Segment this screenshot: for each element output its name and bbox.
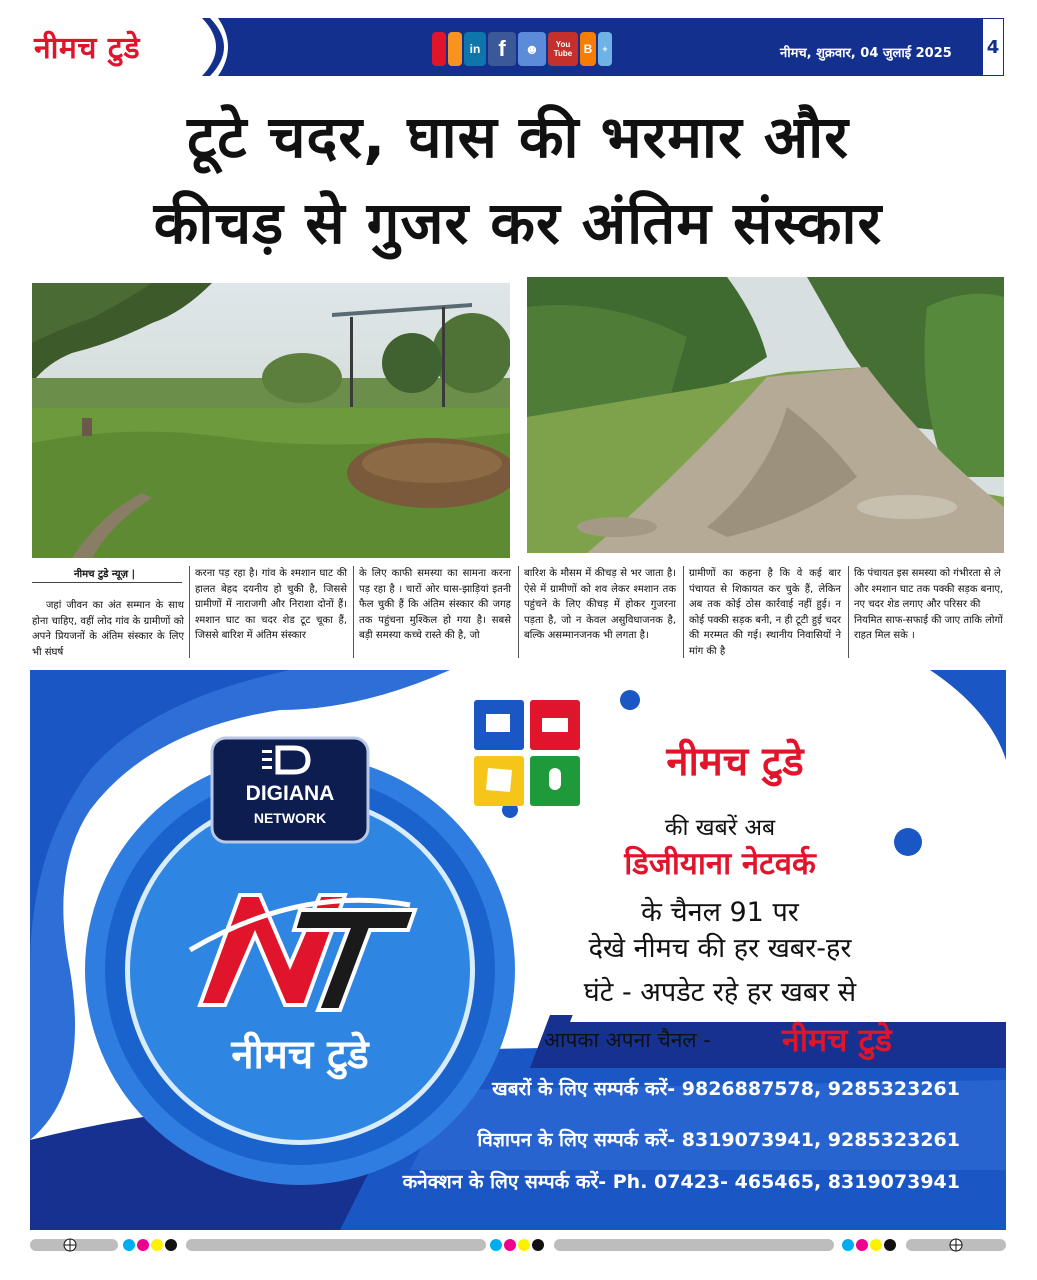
column-divider <box>848 566 849 658</box>
header-swoosh <box>140 18 240 76</box>
nt-logo <box>180 875 420 1015</box>
rss-icon[interactable] <box>448 32 462 66</box>
ad-tagline-brand: नीमच टुडे <box>782 1021 892 1059</box>
column-divider <box>353 566 354 658</box>
column-divider <box>518 566 519 658</box>
article-column-4: बारिश के मौसम में कीचड़ से भर जाता है। ऐसे में ग्रामीणों को शव लेकर श्मशान तक पहुंचने के लिए कीचड़ में होकर गुजरना पड़ता है, जो न केवल असुविधाजनक है, बल्कि असम्मानजनक भी लगता है। <box>524 568 676 641</box>
linkedin-icon[interactable]: in <box>464 32 486 66</box>
ad-line-1: की खबरें अब <box>664 815 776 841</box>
ad-line-2: डिजीयाना नेटवर्क <box>624 846 816 882</box>
article-column-5: ग्रामीणों का कहना है कि वे कई बार पंचायत से शिकायत कर चुके हैं, लेकिन अब तक कोई ठोस कार्रवाई नहीं हुई। न कोई पक्की सड़क बनी, न ही टूटी हुई चदर की मरम्मत की गई। स्थानीय निवासियों ने मांग की है <box>689 568 841 657</box>
print-registration-bar <box>30 1236 1006 1254</box>
channel-advertisement[interactable] <box>30 670 1006 1230</box>
news-contact: खबरों के लिए सम्पर्क करें- 9826887578, 9285323261 <box>492 1078 960 1100</box>
facebook-icon[interactable]: f <box>488 32 516 66</box>
muddy-road-photo <box>527 277 1004 553</box>
people-icon[interactable]: ☻ <box>518 32 546 66</box>
article-column-6: कि पंचायत इस समस्या को गंभीरता से ले और श्मशान घाट तक पक्की सड़क बनाए, नए चदर शेड लगाए और परिसर की नियमित साफ-सफाई की जाए ताकि लोगों राहत मिल सके । <box>854 568 1004 641</box>
connection-contact: कनेक्शन के लिए सम्पर्क करें- Ph. 07423- 465465, 8319073941 <box>402 1171 960 1193</box>
headline <box>30 94 1006 266</box>
social-dot-icon[interactable] <box>432 32 446 66</box>
ad-line-5: घंटे - अपडेट रहे हर खबर से <box>583 977 857 1008</box>
nt-logo-brand: नीमच टुडे <box>231 1032 369 1078</box>
article-column-3: के लिए काफी समस्या का सामना करना पड़ रहा है । चारों ओर घास-झाड़ियां इतनी फैल चुकी हैं कि अंतिम संस्कार की जगह तक पहुंचना मुश्किल हो गया है। सबसे बड़ी समस्या कच्चे रास्ते की है, जो <box>359 568 511 641</box>
social-icons <box>432 32 612 66</box>
byline-rule <box>32 582 182 583</box>
digiana-subtitle: NETWORK <box>253 810 327 826</box>
dateline: नीमच, शुक्रवार, 04 जुलाई 2025 <box>780 46 952 61</box>
headline-line-2: कीचड़ से गुजर कर अंतिम संस्कार <box>153 189 883 257</box>
byline: नीमच टुडे न्यूज़ | <box>74 569 136 580</box>
masthead-logo[interactable]: नीमच टुडे <box>34 31 141 66</box>
ad-line-3: के चैनल 91 पर <box>641 897 799 928</box>
ad-line-4: देखे नीमच की हर खबर-हर <box>588 933 852 964</box>
ad-tagline: आपका अपना चैनल - <box>544 1028 711 1052</box>
digiana-wordmark: DIGIANA <box>245 782 335 805</box>
column-divider <box>189 566 190 658</box>
ad-brand-title: नीमच टुडे <box>666 739 804 785</box>
article-column-2: करना पड़ रहा है। गांव के श्मशान घाट की हालत बेहद दयनीय हो चुकी है, जिससे ग्रामीणों में नाराजगी और निराशा दोनों हैं। श्मशान घाट का चदर शेड टूट चूका हैं, जिससे बारिश में अंतिम संस्कार <box>195 568 347 641</box>
advertising-contact: विज्ञापन के लिए सम्पर्क करें- 8319073941, 9285323261 <box>477 1129 960 1151</box>
headline-line-1: टूटे चदर, घास की भरमार और <box>187 103 849 171</box>
article-column-1: जहां जीवन का अंत सम्मान के साथ होना चाहिए, वहीं लोद गांव के ग्रामीणों को अपने प्रियजनों के अंतिम संस्कार के लिए भी संघर्ष <box>32 600 184 658</box>
page-number: 4 <box>982 18 1004 76</box>
cremation-ground-photo <box>32 283 510 558</box>
blogger-icon[interactable]: B <box>580 32 596 66</box>
youtube-icon[interactable]: You Tube <box>548 32 578 66</box>
column-divider <box>683 566 684 658</box>
plus-icon[interactable]: + <box>598 32 612 66</box>
